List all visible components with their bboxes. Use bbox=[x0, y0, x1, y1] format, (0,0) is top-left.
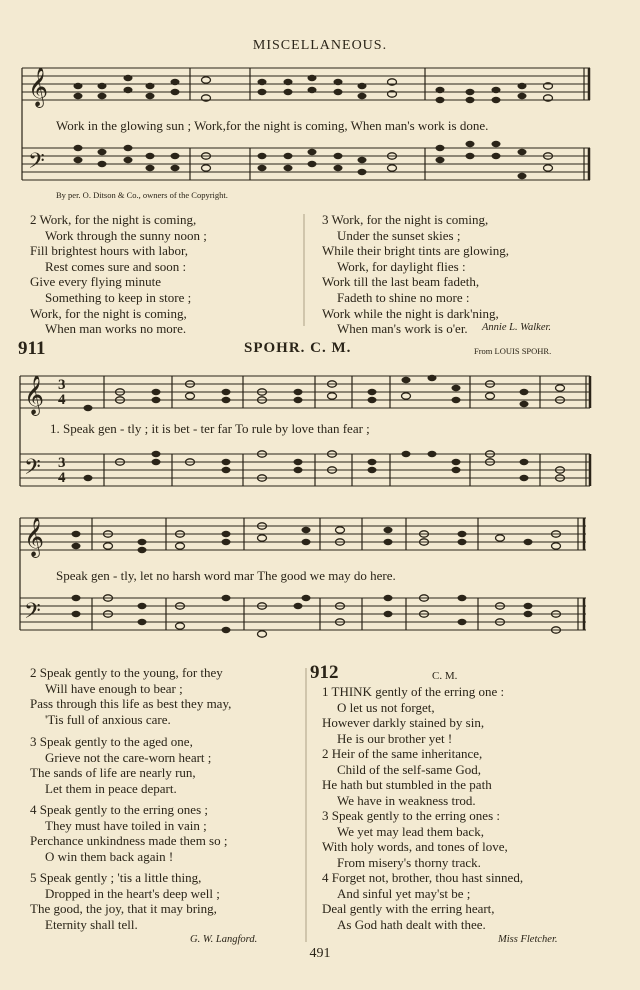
staff-top-treble bbox=[22, 68, 590, 100]
hymn-912-author: Miss Fletcher. bbox=[498, 934, 558, 945]
staff-911a-treble bbox=[20, 376, 590, 408]
svg-text:𝄢: 𝄢 bbox=[24, 599, 41, 629]
staff-911a-bass bbox=[20, 454, 590, 486]
hymn-911-tune: SPOHR. C. M. bbox=[244, 340, 352, 356]
hymn-911-verse-4: 4 Speak gently to the erring ones ; They must have toiled in vain ; Perchance unkindness made them so ; O win them back again ! bbox=[30, 802, 228, 864]
hymn-912-verse-4: 4 Forget not, brother, thou hast sinned, And sinful yet may'st be ; Deal gently with the erring heart, As God hath dealt with thee. bbox=[322, 870, 524, 932]
svg-text:3: 3 bbox=[58, 377, 66, 393]
hymn-912-verse-2: 2 Heir of the same inheritance, Child of the self-same God, He hath but stumbled in the path We have in weakness trod. bbox=[322, 746, 492, 808]
svg-text:3: 3 bbox=[58, 455, 66, 471]
hymn-911-verse-3: 3 Speak gently to the aged one, Grieve not the care-worn heart ; The sands of life are nearly run, Let them in peace depart. bbox=[30, 734, 212, 796]
top-hymn-verse-3: 3 Work, for the night is coming, Under the sunset skies ; While their bright tints are glowing, Work, for daylight flies : Work till the last beam fadeth, Fadeth to shine no more : Work while the night is dark'ning, When man's work is o'er. bbox=[322, 212, 510, 337]
hymn-911-verse-2: 2 Speak gently to the young, for they Will have enough to bear ; Pass through this life as best they may, 'Tis full of anxious care. bbox=[30, 665, 232, 727]
top-hymn-verse-2: 2 Work, for the night is coming, Work through the sunny noon ; Fill brightest hours with labor, Rest comes sure and soon : Give every flying minute Something to keep in store ; Work, for the night is coming, When man works no more. bbox=[30, 212, 207, 337]
hymn-912-number: 912 bbox=[310, 662, 339, 683]
staff-top-bass bbox=[22, 148, 590, 180]
top-hymn-author: Annie L. Walker. bbox=[482, 322, 552, 333]
svg-text:4: 4 bbox=[58, 470, 66, 486]
page-number: 491 bbox=[309, 946, 331, 961]
hymn-911-lyric-line-1: 1. Speak gen - tly ; it is bet - ter far To rule by love than fear ; bbox=[50, 421, 370, 436]
svg-text:𝄢: 𝄢 bbox=[24, 455, 41, 485]
hymn-911-source: From LOUIS SPOHR. bbox=[474, 346, 552, 356]
svg-text:4: 4 bbox=[58, 392, 66, 408]
svg-text:𝄢: 𝄢 bbox=[28, 149, 45, 179]
top-hymn-lyric: Work in the glowing sun ; Work,for the night is coming, When man's work is done. bbox=[56, 118, 489, 133]
hymn-911-author: G. W. Langford. bbox=[190, 934, 258, 945]
section-title: MISCELLANEOUS. bbox=[252, 38, 388, 53]
svg-text:𝄞: 𝄞 bbox=[24, 375, 45, 415]
hymn-912-meter: C. M. bbox=[432, 670, 458, 682]
hymn-911-verse-5: 5 Speak gently ; 'tis a little thing, Dropped in the heart's deep well ; The good, the joy, that it may bring, Eternity shall tell. bbox=[30, 870, 220, 932]
hymn-912-verse-1: 1 THINK gently of the erring one : O let us not forget, However darkly stained by sin, He is our brother yet ! bbox=[322, 684, 505, 746]
staff-911b-treble bbox=[20, 518, 586, 550]
svg-text:𝄞: 𝄞 bbox=[28, 67, 49, 107]
svg-text:𝄞: 𝄞 bbox=[24, 517, 45, 557]
hymn-911-lyric-line-2: Speak gen - tly, let no harsh word mar The good we may do here. bbox=[56, 568, 396, 583]
hymn-912-verse-3: 3 Speak gently to the erring ones : We yet may lead them back, With holy words, and tones of love, From misery's thorny track. bbox=[322, 808, 508, 870]
copyright-note: By per. O. Ditson & Co., owners of the Copyright. bbox=[56, 190, 228, 200]
hymn-911-number: 911 bbox=[18, 338, 46, 359]
